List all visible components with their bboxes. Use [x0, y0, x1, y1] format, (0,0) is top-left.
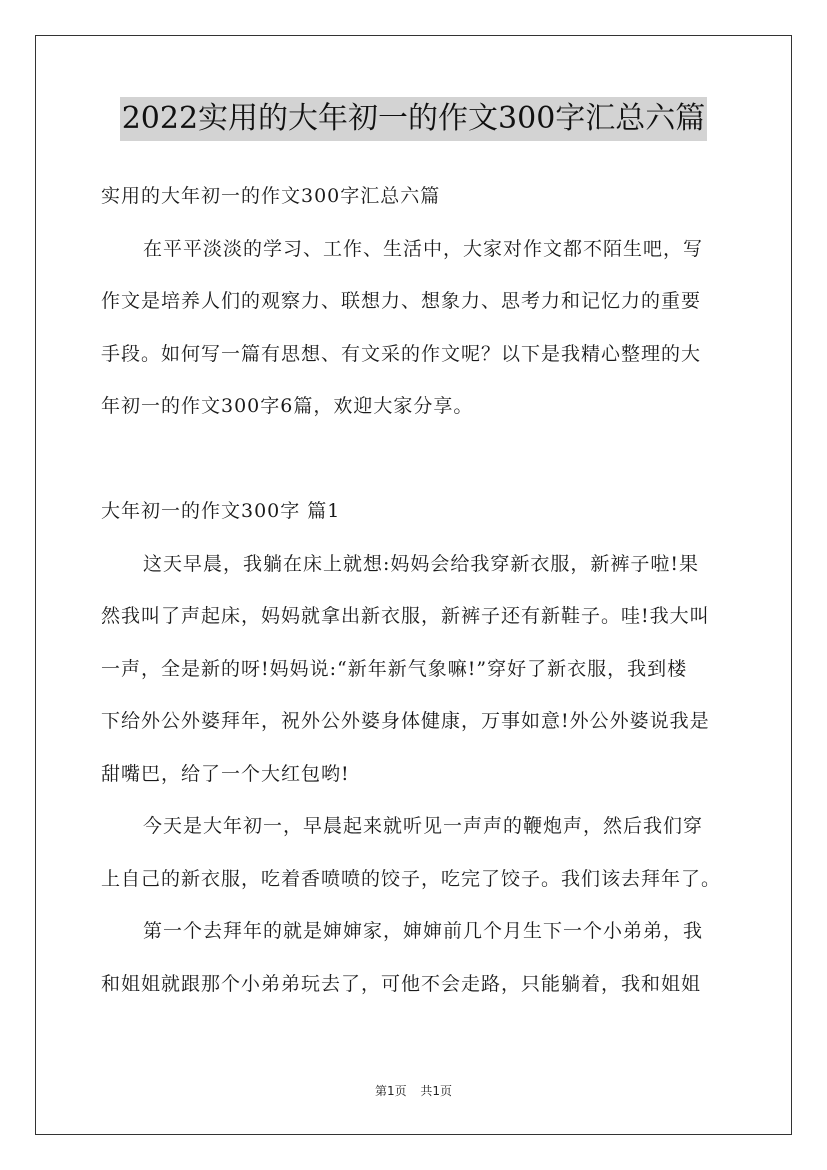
title-container	[0, 97, 827, 141]
document-body	[101, 170, 741, 1010]
paragraph-line: 甜嘴巴，给了一个大红包哟!	[101, 762, 350, 785]
intro-line: 在平平淡淡的学习、工作、生活中，大家对作文都不陌生吧，写	[143, 237, 704, 260]
paragraph-line: 和姐姐就跟那个小弟弟玩去了，可他不会走路，只能躺着，我和姐姐	[101, 972, 702, 995]
page-footer	[0, 1082, 827, 1099]
document-title: 2022实用的大年初一的作文300字汇总六篇	[120, 97, 708, 141]
page-number: 第1页	[374, 1084, 407, 1098]
paragraph-line: 一声，全是新的呀!妈妈说:“新年新气象嘛!”穿好了新衣服，我到楼	[101, 657, 688, 680]
paragraph-line: 这天早晨，我躺在床上就想:妈妈会给我穿新衣服，新裤子啦!果	[143, 552, 700, 575]
paragraph-line: 上自己的新衣服，吃着香喷喷的饺子，吃完了饺子。我们该去拜年了。	[101, 867, 722, 890]
page-total: 共1页	[420, 1084, 453, 1098]
intro-line: 年初一的作文300字6篇，欢迎大家分享。	[101, 395, 474, 417]
section-heading: 大年初一的作文300字 篇1	[101, 500, 341, 522]
paragraph-line: 今天是大年初一，早晨起来就听见一声声的鞭炮声，然后我们穿	[143, 815, 704, 837]
paragraph-line: 然我叫了声起床，妈妈就拿出新衣服，新裤子还有新鞋子。哇!我大叫	[101, 605, 710, 627]
document-subtitle: 实用的大年初一的作文300字汇总六篇	[101, 185, 441, 207]
intro-line: 手段。如何写一篇有思想、有文采的作文呢？以下是我精心整理的大	[101, 342, 702, 365]
intro-line: 作文是培养人们的观察力、联想力、想象力、思考力和记忆力的重要	[101, 290, 702, 312]
paragraph-gap	[101, 433, 741, 486]
paragraph-line: 下给外公外婆拜年，祝外公外婆身体健康，万事如意!外公外婆说我是	[101, 710, 710, 732]
paragraph-line: 第一个去拜年的就是婶婶家，婶婶前几个月生下一个小弟弟，我	[143, 920, 704, 942]
